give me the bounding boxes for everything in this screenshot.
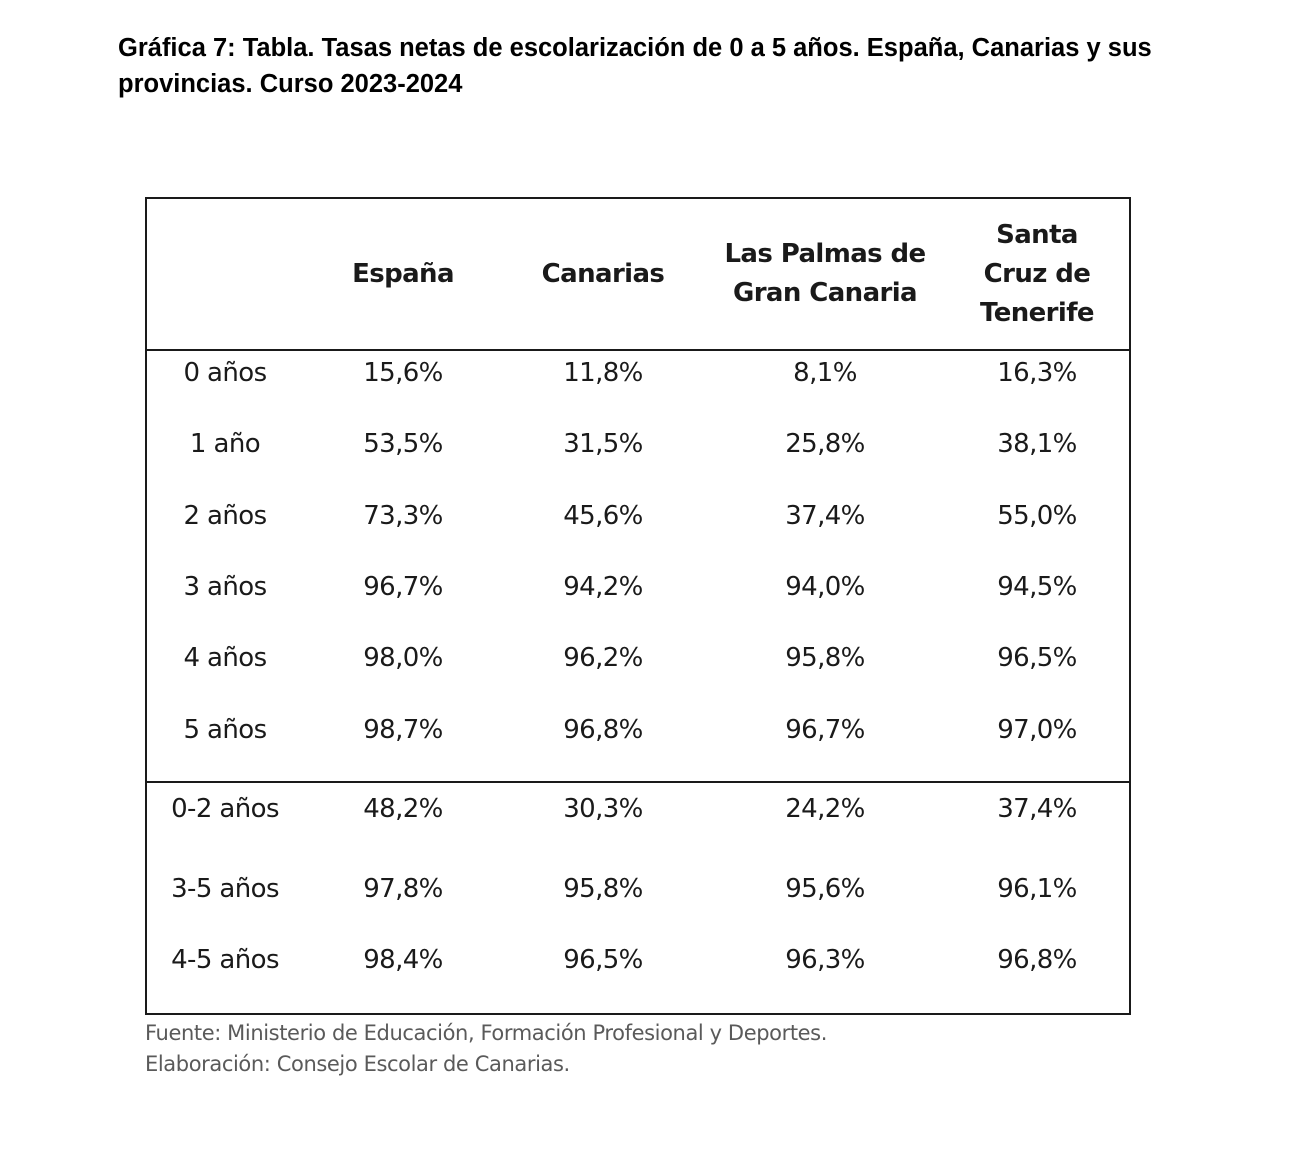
cell-canarias: 96,5% bbox=[563, 945, 643, 975]
cell-santa-cruz: 37,4% bbox=[997, 794, 1077, 824]
table-row bbox=[147, 938, 1129, 982]
row-label: 2 años bbox=[183, 501, 267, 531]
cell-las-palmas: 95,8% bbox=[785, 643, 865, 673]
table-row bbox=[147, 708, 1129, 752]
document-title: Gráfica 7: Tabla. Tasas netas de escolarización de 0 a 5 años. España, Canarias y sus provincias. Curso 2023-2024 bbox=[118, 34, 1152, 98]
header-santa-cruz: Santa Cruz de Tenerife bbox=[980, 219, 1094, 328]
cell-espana: 96,7% bbox=[363, 572, 443, 602]
row-label: 4-5 años bbox=[171, 945, 279, 975]
cell-las-palmas: 95,6% bbox=[785, 874, 865, 904]
row-label: 0 años bbox=[183, 358, 267, 388]
cell-las-palmas: 24,2% bbox=[785, 794, 865, 824]
table-row bbox=[147, 422, 1129, 466]
cell-santa-cruz: 97,0% bbox=[997, 715, 1077, 745]
cell-santa-cruz: 38,1% bbox=[997, 429, 1077, 459]
cell-espana: 15,6% bbox=[363, 358, 443, 388]
cell-canarias: 95,8% bbox=[563, 874, 643, 904]
cell-espana: 98,4% bbox=[363, 945, 443, 975]
cell-canarias: 45,6% bbox=[563, 501, 643, 531]
cell-santa-cruz: 96,8% bbox=[997, 945, 1077, 975]
cell-canarias: 31,5% bbox=[563, 429, 643, 459]
cell-canarias: 96,2% bbox=[563, 643, 643, 673]
table-row bbox=[147, 636, 1129, 680]
cell-canarias: 96,8% bbox=[563, 715, 643, 745]
cell-las-palmas: 8,1% bbox=[793, 358, 857, 388]
cell-espana: 98,7% bbox=[363, 715, 443, 745]
cell-espana: 73,3% bbox=[363, 501, 443, 531]
cell-las-palmas: 25,8% bbox=[785, 429, 865, 459]
header-canarias: Canarias bbox=[541, 258, 665, 289]
source-note: Fuente: Ministerio de Educación, Formación Profesional y Deportes. bbox=[145, 1021, 827, 1045]
table-footer bbox=[145, 1018, 1145, 1080]
cell-santa-cruz: 96,1% bbox=[997, 874, 1077, 904]
cell-espana: 53,5% bbox=[363, 429, 443, 459]
cell-las-palmas: 37,4% bbox=[785, 501, 865, 531]
row-label: 0-2 años bbox=[171, 794, 279, 824]
row-label: 1 año bbox=[189, 429, 261, 459]
row-label: 3-5 años bbox=[171, 874, 279, 904]
table-row bbox=[147, 867, 1129, 911]
elaboration-note: Elaboración: Consejo Escolar de Canarias. bbox=[145, 1052, 570, 1076]
cell-canarias: 11,8% bbox=[563, 358, 643, 388]
cell-espana: 97,8% bbox=[363, 874, 443, 904]
row-label: 3 años bbox=[183, 572, 267, 602]
single-age-section bbox=[147, 351, 1129, 783]
cell-canarias: 94,2% bbox=[563, 572, 643, 602]
header-las-palmas: Las Palmas de Gran Canaria bbox=[724, 239, 926, 308]
table-header-row bbox=[147, 199, 1129, 351]
table-row bbox=[147, 787, 1129, 831]
table-row bbox=[147, 494, 1129, 538]
cell-canarias: 30,3% bbox=[563, 794, 643, 824]
cell-las-palmas: 96,3% bbox=[785, 945, 865, 975]
cell-espana: 98,0% bbox=[363, 643, 443, 673]
cell-santa-cruz: 94,5% bbox=[997, 572, 1077, 602]
table-row bbox=[147, 351, 1129, 395]
cell-santa-cruz: 16,3% bbox=[997, 358, 1077, 388]
header-espana: España bbox=[352, 258, 454, 289]
age-group-section bbox=[147, 783, 1129, 1013]
enrollment-rates-table bbox=[145, 197, 1131, 1015]
row-label: 4 años bbox=[183, 643, 267, 673]
table-row bbox=[147, 565, 1129, 609]
cell-espana: 48,2% bbox=[363, 794, 443, 824]
cell-las-palmas: 94,0% bbox=[785, 572, 865, 602]
cell-santa-cruz: 96,5% bbox=[997, 643, 1077, 673]
row-label: 5 años bbox=[183, 715, 267, 745]
cell-las-palmas: 96,7% bbox=[785, 715, 865, 745]
cell-santa-cruz: 55,0% bbox=[997, 501, 1077, 531]
